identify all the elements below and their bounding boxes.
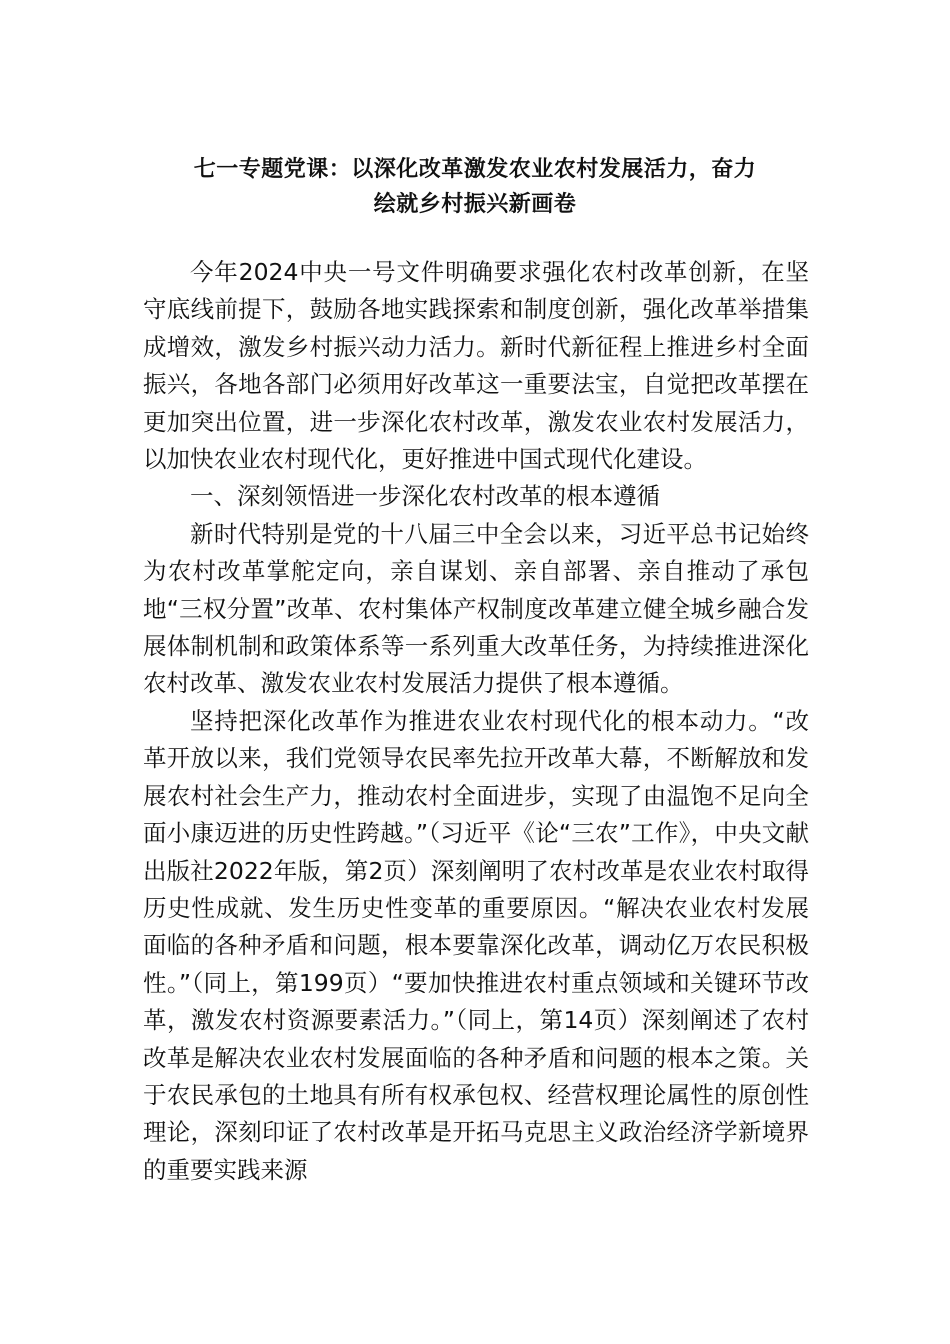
body-paragraph: 新时代特别是党的十八届三中全会以来，习近平总书记始终为农村改革掌舵定向，亲自谋划、亲自部署、亲自推动了承包地“三权分置”改革、农村集体产权制度改革建立健全城乡融合发展体制机制和政策体系等一系列重大改革任务，为持续推进深化农村改革、激发农业农村发展活力提供了根本遵循。 [143,519,809,698]
section-heading: 一、深刻领悟进一步深化农村改革的根本遵循 [190,482,660,511]
document-body [143,254,809,1189]
title-line-1: 七一专题党课：以深化改革激发农业农村发展活力，奋力 [193,157,757,182]
document-title [130,152,820,222]
intro-paragraph: 今年2024中央一号文件明确要求强化农村改革创新，在坚守底线前提下，鼓励各地实践探索和制度创新，强化改革举措集成增效，激发乡村振兴动力活力。新时代新征程上推进乡村全面振兴，各地各部门必须用好改革这一重要法宝，自觉把改革摆在更加突出位置，进一步深化农村改革，激发农业农村发展活力，以加快农业农村现代化，更好推进中国式现代化建设。 [143,258,809,474]
body-paragraph: 坚持把深化改革作为推进农业农村现代化的根本动力。“改革开放以来，我们党领导农民率先拉开改革大幕，不断解放和发展农村社会生产力，推动农村全面进步，实现了由温饱不足向全面小康迈进的历史性跨越。”（习近平《论“三农”工作》，中央文献出版社2022年版，第2页）深刻阐明了农村改革是农业农村取得历史性成就、发生历史性变革的重要原因。“解决农业农村发展面临的各种矛盾和问题，根本要靠深化改革，调动亿万农民积极性。”（同上，第199页）“要加快推进农村重点领域和关键环节改革，激发农村资源要素活力。”（同上，第14页）深刻阐述了农村改革是解决农业农村发展面临的各种矛盾和问题的根本之策。关于农民承包的土地具有所有权承包权、经营权理论属性的原创性理论，深刻印证了农村改革是开拓马克思主义政治经济学新境界的重要实践来源 [143,706,809,1184]
title-line-2: 绘就乡村振兴新画卷 [373,192,577,217]
